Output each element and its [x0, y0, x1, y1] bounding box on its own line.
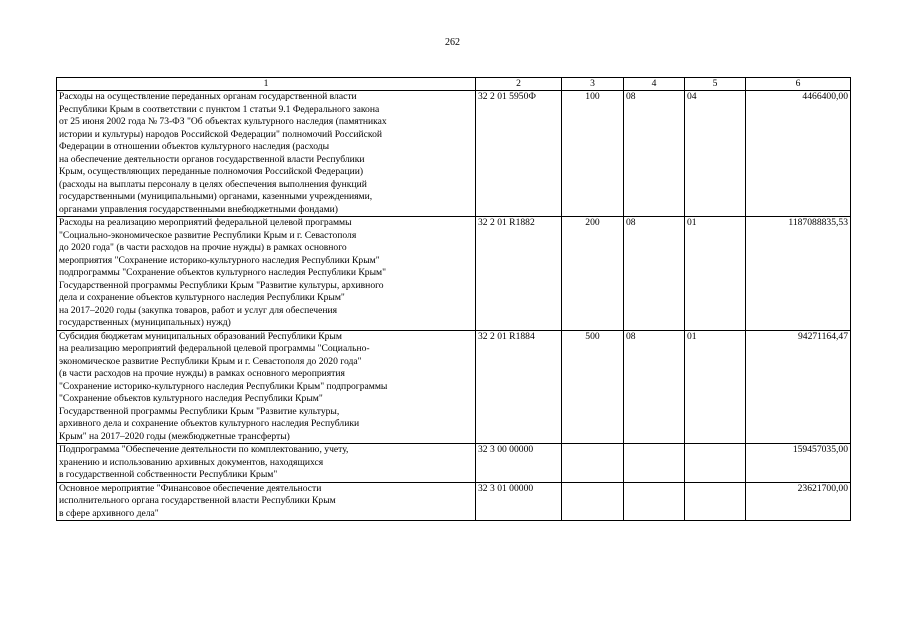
row-column-5 — [685, 482, 746, 521]
column-header-6: 6 — [746, 78, 851, 91]
row-column-5: 04 — [685, 91, 746, 217]
row-code: 32 2 01 5950Ф — [476, 91, 562, 217]
row-column-4: 08 — [624, 330, 685, 444]
column-header-5: 5 — [685, 78, 746, 91]
row-column-3 — [562, 482, 624, 521]
row-code: 32 2 01 R1882 — [476, 217, 562, 331]
column-header-1: 1 — [57, 78, 476, 91]
column-header-4: 4 — [624, 78, 685, 91]
row-column-4: 08 — [624, 217, 685, 331]
row-column-3: 500 — [562, 330, 624, 444]
row-column-4: 08 — [624, 91, 685, 217]
table-row — [57, 91, 851, 217]
row-amount: 23621700,00 — [746, 482, 851, 521]
table-row — [57, 217, 851, 331]
row-column-5: 01 — [685, 330, 746, 444]
budget-expenditure-table — [56, 77, 851, 521]
page-number: 262 — [445, 37, 460, 48]
row-amount: 94271164,47 — [746, 330, 851, 444]
row-code: 32 3 01 00000 — [476, 482, 562, 521]
table-row — [57, 482, 851, 521]
row-code: 32 2 01 R1884 — [476, 330, 562, 444]
row-column-4 — [624, 444, 685, 483]
row-description: Расходы на реализацию мероприятий федеральной целевой программы "Социально-экономическое развитие Республики Крым и г. Севастополя до 2020 года" (в части расходов на прочие нужды) в рамках основного мероприятия "Сохранение историко-культурного наследия Республики Крым" подпрограммы "Сохранение объектов культурного наследия Республики Крым" Государственной программы Республики Крым "Развитие культуры, архивного дела и сохранение объектов культурного наследия Республики Крым" на 2017–2020 годы (закупка товаров, работ и услуг для обеспечения государственных (муниципальных) нужд) — [57, 217, 476, 331]
column-header-3: 3 — [562, 78, 624, 91]
row-description: Субсидия бюджетам муниципальных образований Республики Крым на реализацию мероприятий федеральной целевой программы "Социально- экономическое развитие Республики Крым и г. Севастополя до 2020 года" (в части расходов на прочие нужды) в рамках основного мероприятия "Сохранение историко-культурного наследия Республики Крым" подпрограммы "Сохранение объектов культурного наследия Республики Крым" Государственной программы Республики Крым "Развитие культуры, архивного дела и сохранение объектов культурного наследия Республики Крым" на 2017–2020 годы (межбюджетные трансферты) — [57, 330, 476, 444]
table-header-row — [57, 78, 851, 91]
row-amount: 4466400,00 — [746, 91, 851, 217]
row-column-3: 100 — [562, 91, 624, 217]
row-code: 32 3 00 00000 — [476, 444, 562, 483]
row-description: Основное мероприятие "Финансовое обеспечение деятельности исполнительного органа государственной власти Республики Крым в сфере архивного дела" — [57, 482, 476, 521]
table-row — [57, 444, 851, 483]
row-amount: 159457035,00 — [746, 444, 851, 483]
column-header-2: 2 — [476, 78, 562, 91]
row-column-3 — [562, 444, 624, 483]
table-row — [57, 330, 851, 444]
row-description: Подпрограмма "Обеспечение деятельности по комплектованию, учету, хранению и использованию архивных документов, находящихся в государственной собственности Республики Крым" — [57, 444, 476, 483]
row-column-3: 200 — [562, 217, 624, 331]
row-description: Расходы на осуществление переданных органам государственной власти Республики Крым в соответствии с пунктом 1 статьи 9.1 Федерального закона от 25 июня 2002 года № 73-ФЗ "Об объектах культурного наследия (памятниках истории и культуры) народов Российской Федерации" полномочий Российской Федерации в отношении объектов культурного наследия (расходы на обеспечение деятельности органов государственной власти Республики Крым, осуществляющих переданные полномочия Российской Федерации) (расходы на выплаты персоналу в целях обеспечения выполнения функций государственными (муниципальными) органами, казенными учреждениями, органами управления государственными внебюджетными фондами) — [57, 91, 476, 217]
row-column-5: 01 — [685, 217, 746, 331]
row-column-4 — [624, 482, 685, 521]
row-column-5 — [685, 444, 746, 483]
row-amount: 1187088835,53 — [746, 217, 851, 331]
